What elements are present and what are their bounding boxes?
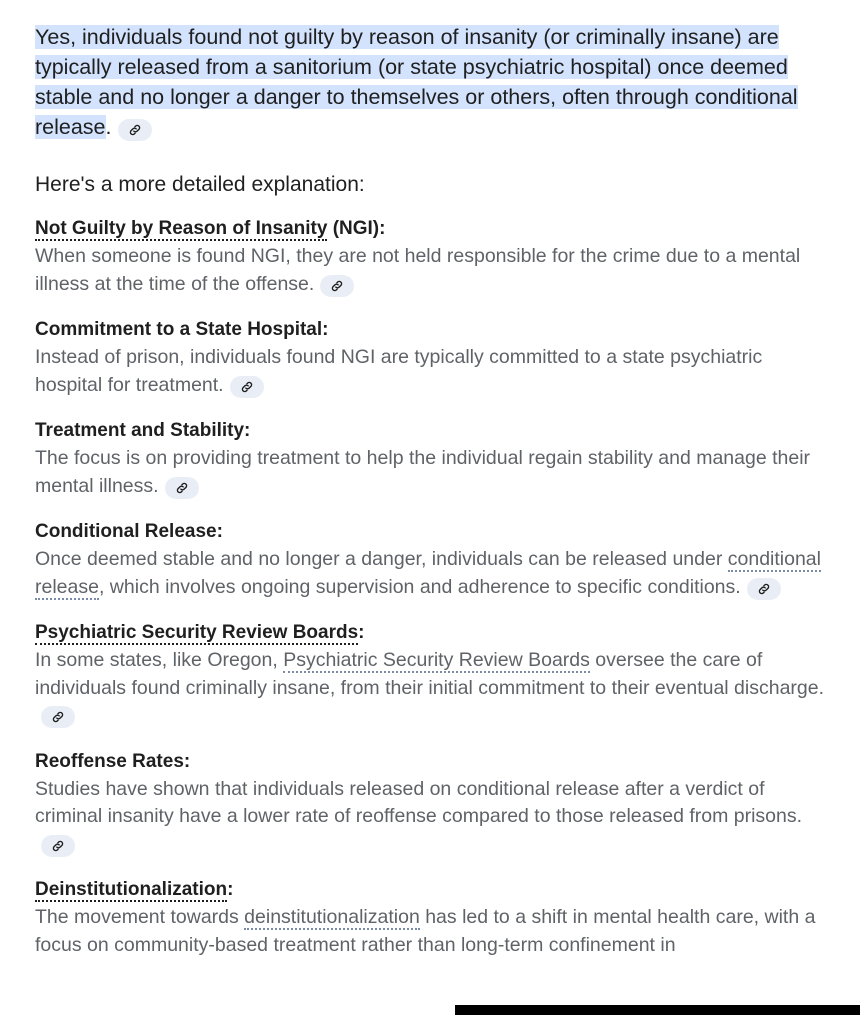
link-icon (175, 481, 189, 495)
source-link-chip[interactable] (118, 119, 152, 141)
section-body-text: Instead of prison, individuals found NGI are typically committed to a state psychiatric hospital for treatment. (35, 346, 763, 396)
section-body-text: When someone is found NGI, they are not held responsible for the crime due to a mental illness at the time of the offense. (35, 245, 801, 295)
section-title-link[interactable]: Psychiatric Security Review Boards (35, 622, 359, 643)
section-title: Commitment to a State Hospital: (35, 319, 329, 340)
section-body-text: oversee the care of individuals found criminally insane, from their initial commitment to their eventual discharge. (35, 649, 825, 699)
section-body (35, 546, 825, 601)
source-link-chip[interactable] (230, 376, 264, 398)
lead-answer (35, 22, 825, 142)
term-link[interactable]: Psychiatric Security Review Boards (283, 649, 590, 671)
section-title-suffix: : (358, 622, 365, 643)
section-title-suffix: : (227, 879, 234, 900)
section-body (35, 647, 825, 730)
section-body-text: Once deemed stable and no longer a danger, individuals can be released under (35, 548, 728, 570)
source-link-chip[interactable] (41, 706, 75, 728)
lead-highlight: Yes, individuals found not guilty by reason of insanity (or criminally insane) are typically released from a sanitorium (or state psychiatric hospital) once deemed stable and no longer a danger to themselves or others, often through conditional release (35, 25, 798, 139)
section-deinstitutionalization (35, 877, 825, 959)
section-body-text: The focus is on providing treatment to help the individual regain stability and manage their mental illness. (35, 447, 811, 497)
lead-period: . (105, 115, 112, 139)
section-conditional-release (35, 519, 825, 601)
source-link-chip[interactable] (41, 835, 75, 857)
section-reoffense (35, 749, 825, 859)
link-icon (128, 123, 142, 137)
section-body-text: has led to a shift in mental health care, with a focus on community-based treatment rather than long-term confinement in (35, 906, 816, 956)
section-title (35, 877, 825, 903)
section-body (35, 243, 825, 298)
section-commitment (35, 317, 825, 399)
section-body-text: , which involves ongoing supervision and adherence to specific conditions. (98, 575, 741, 598)
term-link[interactable]: conditional release (35, 548, 821, 598)
section-title-link[interactable]: Deinstitutionalization (35, 879, 228, 900)
section-review-boards (35, 620, 825, 730)
term-link[interactable]: deinstitutionalization (244, 906, 420, 928)
redaction-bar (455, 1005, 860, 1015)
source-link-chip[interactable] (747, 578, 781, 600)
link-icon (51, 839, 65, 853)
section-title (35, 620, 825, 646)
section-body-text: In some states, like Oregon, (35, 649, 284, 671)
section-title-link[interactable]: Not Guilty by Reason of Insanity (35, 218, 328, 239)
link-icon (757, 582, 771, 596)
link-icon (51, 710, 65, 724)
section-body (35, 776, 825, 859)
section-body (35, 445, 825, 500)
source-link-chip[interactable] (320, 275, 354, 297)
section-title (35, 216, 825, 242)
section-body (35, 904, 825, 959)
source-link-chip[interactable] (165, 477, 199, 499)
section-title: Treatment and Stability: (35, 420, 251, 441)
link-icon (240, 380, 254, 394)
link-icon (330, 279, 344, 293)
section-ngi (35, 216, 825, 298)
section-title: Reoffense Rates: (35, 750, 191, 772)
section-body-text: Studies have shown that individuals released on conditional release after a verdict of criminal insanity have a lower rate of reoffense compared to those released from prisons. (35, 777, 803, 827)
section-title: Conditional Release: (35, 521, 223, 542)
section-body-text: The movement towards (35, 906, 245, 928)
section-body (35, 344, 825, 399)
section-treatment (35, 418, 825, 500)
explanation-subhead: Here's a more detailed explanation: (35, 173, 365, 196)
response-content (35, 22, 825, 959)
section-title-suffix: (NGI): (327, 218, 386, 239)
